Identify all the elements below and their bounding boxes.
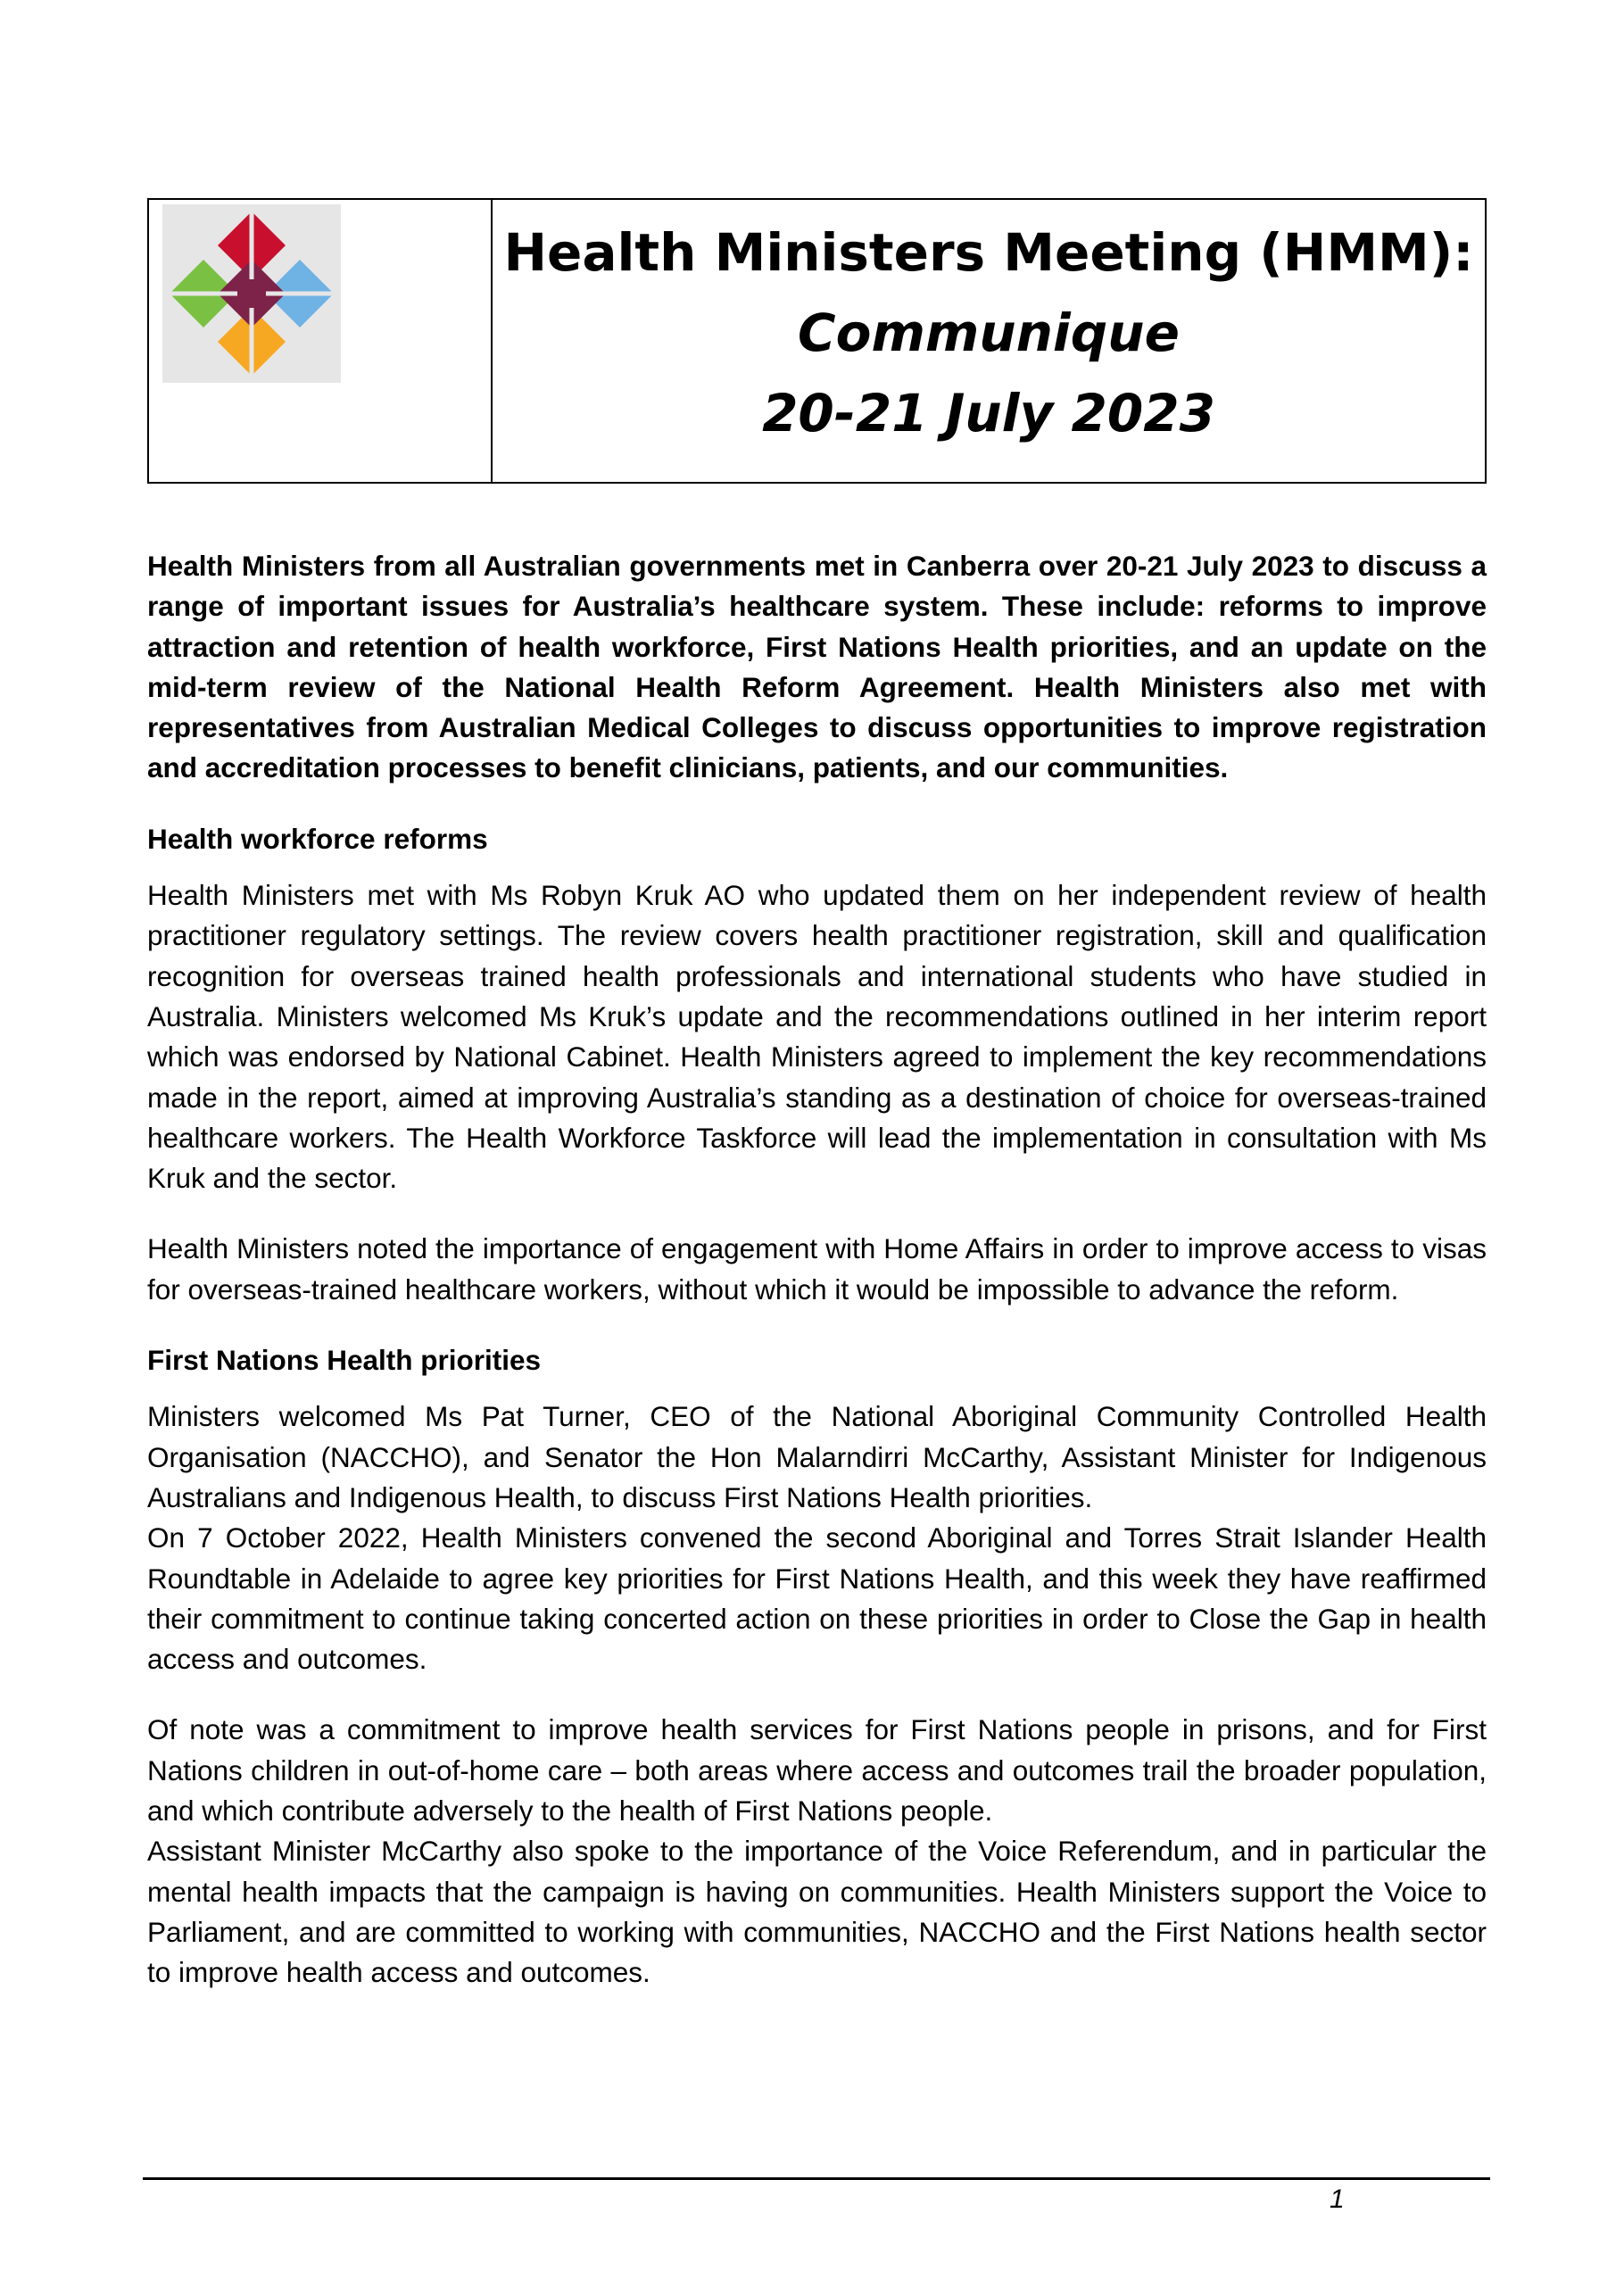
hmm-logo	[162, 204, 341, 383]
page-number: 1	[1330, 2184, 1345, 2214]
paragraph: Ministers welcomed Ms Pat Turner, CEO of the National Aboriginal Community Controlled Health Organisation (NACCHO), and Senator the Hon Malarndirri McCarthy, Assistant Minister for Indigenous Australians and Indigenous Health, to discuss First Nations Health priorities.	[147, 1400, 1487, 1513]
title-line-2: Communique	[798, 303, 1180, 363]
title-line-1: Health Ministers Meeting (HMM):	[503, 222, 1474, 283]
title-date: 20-21 July 2023	[762, 383, 1215, 443]
logo-cell	[149, 200, 493, 482]
header-box	[147, 198, 1487, 484]
paragraph: Of note was a commitment to improve health services for First Nations people in prisons, and for First Nations children in out-of-home care – both areas where access and outcomes trail the broader population, and which contribute adversely to the health of First Nations people.	[147, 1713, 1487, 1828]
paragraph: Health Ministers met with Ms Robyn Kruk AO who updated them on her independent review of health practitioner regulatory settings. The review covers health practitioner registration, skill and qualification recognition for overseas trained health professionals and international students who have studied in Australia. Ministers welcomed Ms Kruk’s update and the recommendations outlined in her interim report which was endorsed by National Cabinet. Health Ministers agreed to implement the key recommendations made in the report, aimed at improving Australia’s standing as a destination of choice for overseas-trained healthcare workers. The Health Workforce Taskforce will lead the implementation in consultation with Ms Kruk and the sector.	[147, 879, 1487, 1195]
section-heading-first-nations: First Nations Health priorities	[147, 1344, 542, 1377]
title-cell	[493, 200, 1485, 482]
document-body	[147, 546, 1487, 1993]
footer-divider	[143, 2177, 1490, 2180]
paragraph: On 7 October 2022, Health Ministers convened the second Aboriginal and Torres Strait Islander Health Roundtable in Adelaide to agree key priorities for First Nations Health, and this week they have reaffirmed their commitment to continue taking concerted action on these priorities in order to Close the Gap in health access and outcomes.	[147, 1521, 1487, 1676]
intro-paragraph: Health Ministers from all Australian governments met in Canberra over 20-21 July 2023 to discuss a range of important issues for Australia’s healthcare system. These include: reforms to improve attraction and retention of health workforce, First Nations Health priorities, and an update on the mid-term review of the National Health Reform Agreement. Health Ministers also met with representatives from Australian Medical Colleges to discuss opportunities to improve registration and accreditation processes to benefit clinicians, patients, and our communities.	[147, 550, 1487, 784]
section-heading-workforce: Health workforce reforms	[147, 822, 488, 855]
paragraph: Assistant Minister McCarthy also spoke to the importance of the Voice Referendum, and in particular the mental health impacts that the campaign is having on communities. Health Ministers support the Voice to Parliament, and are committed to working with communities, NACCHO and the First Nations health sector to improve health access and outcomes.	[147, 1835, 1487, 1989]
diamond-logo-icon	[162, 204, 341, 383]
paragraph: Health Ministers noted the importance of engagement with Home Affairs in order to improve access to visas for overseas-trained healthcare workers, without which it would be impossible to advance the reform.	[147, 1232, 1487, 1305]
